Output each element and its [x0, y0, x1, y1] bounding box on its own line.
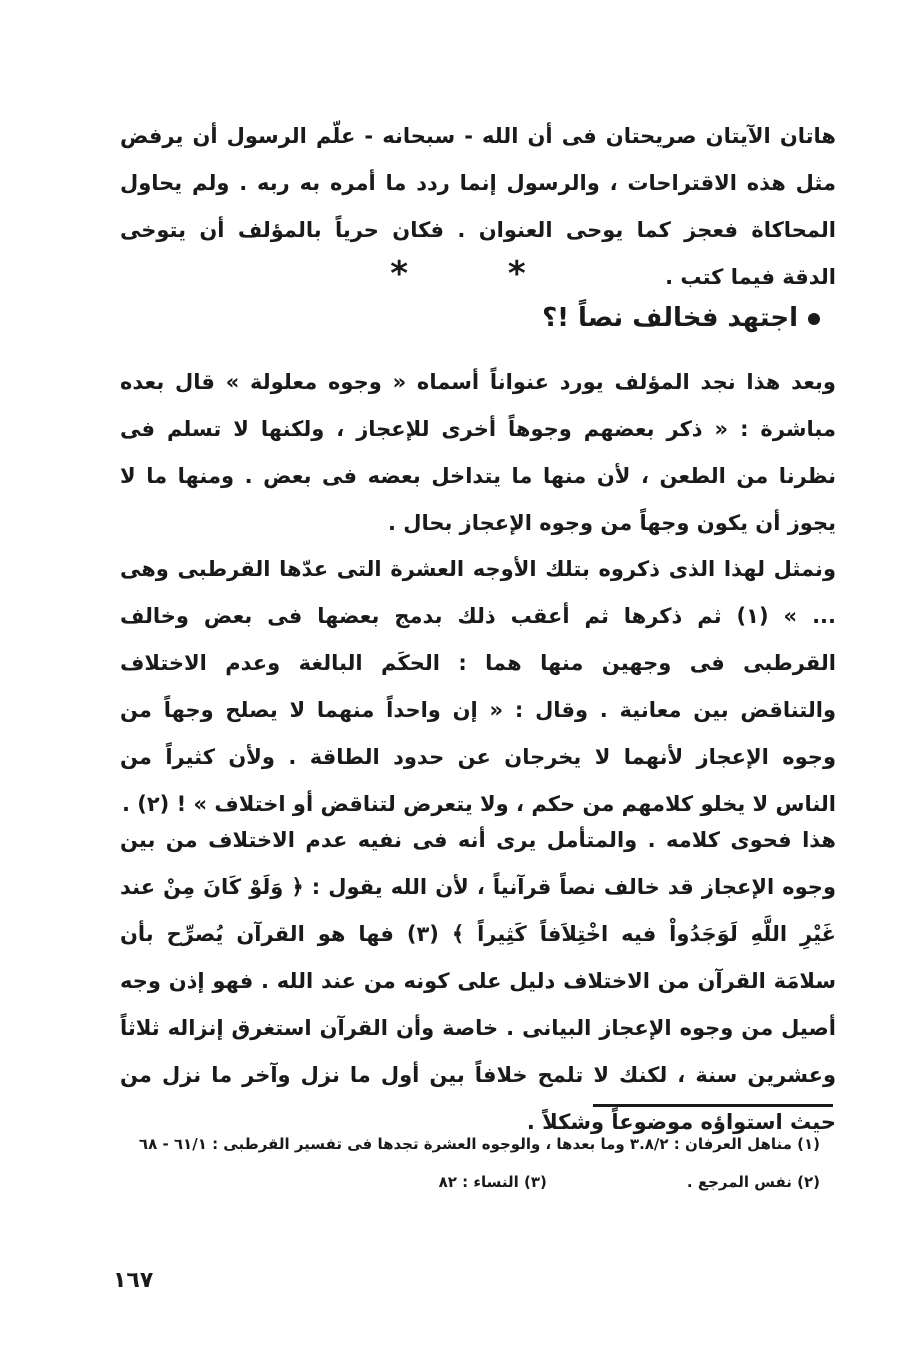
paragraph-text: هذا فحوى كلامه . والمتأمل يرى أنه فى نفيه عدم الاختلاف من بين وجوه الإعجاز قد خالف نصاً قرآنياً ، لأن الله يقول : ﴿ وَلَوْ كَانَ مِنْ عند غَيْرِ اللَّهِ لَوَجَدُواْ فيه اخْتِلاَفاً كَثِيراً ﴾ (٣) فها هو القرآن يُصرِّح بأن سلامَة القرآن من الاختلاف دليل على كونه من عند الله . فهو إذن وجه أصيل من وجوه الإعجاز البيانى . خاصة وأن القرآن استغرق إنزاله ثلاثاً وعشرين سنة ، لكنك لا تلمح خلافاً بين أول ما نزل وآخر ما نزل من حيث استواؤه موضوعاً وشكلاً . — [120, 828, 836, 1134]
footnote-1: (١) مناهل العرفان : ٣.٨/٢ وما بعدها ، والوجوه العشرة تجدها فى تفسير القرطبى : ٦١/١ - ٦٨ — [138, 1135, 820, 1153]
footnote-row — [130, 1163, 820, 1201]
paragraph-text: هاتان الآيتان صريحتان فى أن الله - سبحانه - علّم الرسول أن يرفض مثل هذه الاقتراحات ، والرسول إنما ردد ما أمره به ربه . ولم يحاول المحاكاة فعجز كما يوحى العنوان . فكان حرياً بالمؤلف أن يتوخى الدقة فيما كتب . — [120, 124, 836, 289]
paragraph-3 — [120, 546, 836, 828]
footnote-2: (٢) نفس المرجع . — [686, 1173, 820, 1191]
page-number: ١٦٧ — [113, 1268, 154, 1293]
footnote-3: (٣) النساء : ٨٢ — [438, 1173, 547, 1191]
section-heading — [420, 303, 820, 333]
paragraph-4 — [120, 817, 836, 1146]
paragraph-text: ونمثل لهذا الذى ذكروه بتلك الأوجه العشرة التى عدّها القرطبى وهى ... » (١) ثم ذكرها ثم أعقب ذلك بدمج بعضها فى بعض وخالف القرطبى فى وجهين منها هما : الحكَم البالغة وعدم الاختلاف والتناقض بين معانية . وقال : « إن واحداً منهما لا يصلح وجهاً من وجوه الإعجاز لأنهما لا يخرجان عن حدود الطاقة . ولأن كثيراً من الناس لا يخلو كلامهم من حكم ، ولا يتعرض لتناقض أو اختلاف » ! (٢) . — [120, 557, 837, 816]
paragraph-text: وبعد هذا نجد المؤلف يورد عنواناً أسماه « وجوه معلولة » قال بعده مباشرة : « ذكر بعضهم وجوهاً أخرى للإعجاز ، ولكنها لا تسلم فى نظرنا من الطعن ، لأن منها ما يتداخل بعضه فى بعض . ومنها ما لا يجوز أن يكون وجهاً من وجوه الإعجاز بحال . — [120, 370, 836, 535]
footnotes — [130, 1125, 820, 1201]
section-heading-text: اجتهد فخالف نصاً !؟ — [542, 303, 798, 333]
paragraph-2 — [120, 359, 836, 547]
footnote-divider — [593, 1104, 833, 1107]
section-separator-stars: * * — [390, 254, 570, 294]
bullet-icon — [808, 313, 820, 325]
